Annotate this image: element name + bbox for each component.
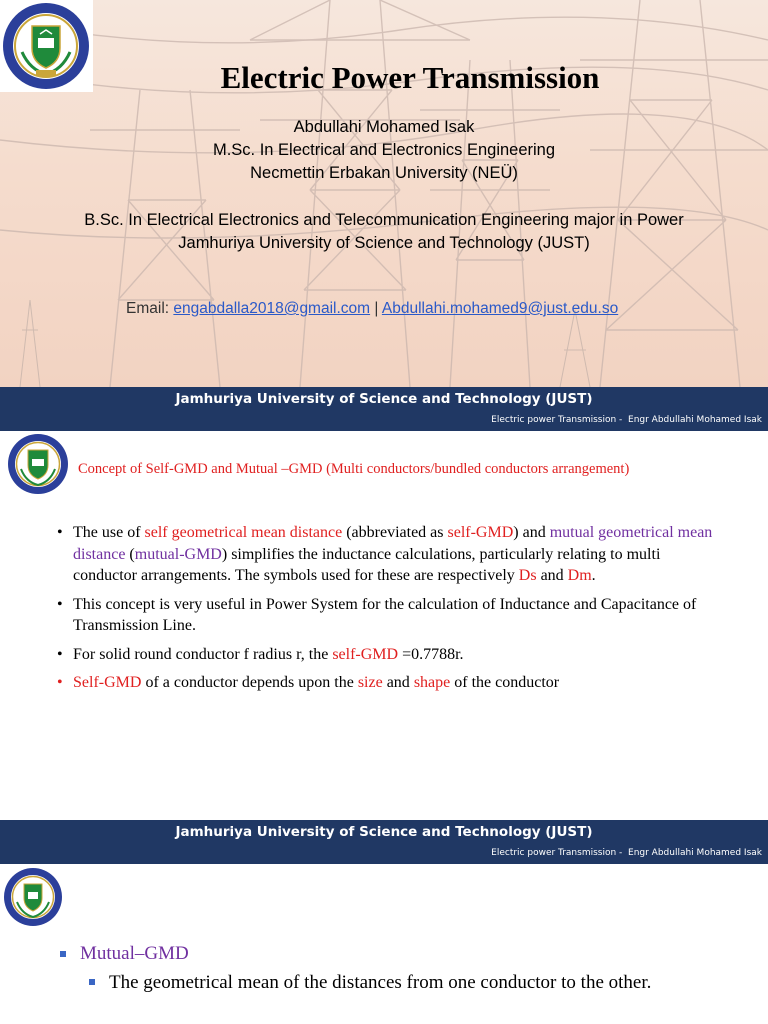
- list-item: • Self-GMD of a conductor depends upon the size and shape of the conductor: [57, 674, 560, 691]
- email-separator: |: [370, 300, 382, 317]
- list-item: • For solid round conductor f radius r, the self-GMD =0.7788r.: [57, 645, 464, 663]
- list-item: • The use of self geometrical mean distance (abbreviated as self-GMD) and mutual geometrical mean distance (mutual-GMD) simplifies the inductance calculations, particularly relating to multi conductor arrangements. The symbols used for these are respectively Ds and Dm.: [57, 524, 713, 584]
- header-bar: [0, 387, 768, 431]
- header-bar: [0, 820, 768, 864]
- bar-title: Jamhuriya University of Science and Technology (JUST): [175, 391, 593, 407]
- email-label: Email:: [126, 300, 174, 317]
- email-line: [126, 300, 618, 318]
- bar-subtitle: Electric power Transmission - Engr Abdullahi Mohamed Isak: [491, 848, 762, 858]
- square-bullet-icon: [60, 951, 66, 957]
- bar-subtitle: Electric power Transmission - Engr Abdullahi Mohamed Isak: [491, 415, 762, 425]
- bsc-university: Jamhuriya University of Science and Technology (JUST): [178, 234, 590, 252]
- slide-heading: Concept of Self-GMD and Mutual –GMD (Multi conductors/bundled conductors arrangement): [78, 461, 630, 477]
- bar-title: Jamhuriya University of Science and Technology (JUST): [175, 824, 593, 840]
- email-link-2[interactable]: Abdullahi.mohamed9@just.edu.so: [381, 300, 619, 317]
- university-logo-icon: [2, 865, 64, 929]
- transmission-towers-background: [0, 0, 768, 387]
- bsc-degree: B.Sc. In Electrical Electronics and Telecommunication Engineering major in Power: [84, 211, 684, 229]
- bullet-list: [57, 522, 717, 701]
- list-item: • This concept is very useful in Power System for the calculation of Inductance and Capacitance of Transmission Line.: [57, 595, 697, 634]
- list-item-mutual-gmd: Mutual–GMD: [80, 943, 189, 964]
- university-logo-icon: [2, 432, 74, 496]
- author-name: Abdullahi Mohamed Isak: [293, 118, 475, 136]
- presentation-title: Electric Power Transmission: [220, 60, 600, 95]
- msc-degree: M.Sc. In Electrical and Electronics Engineering: [212, 141, 556, 159]
- msc-university: Necmettin Erbakan University (NEÜ): [250, 164, 518, 182]
- square-bullet-icon: [89, 979, 95, 985]
- title-slide: [0, 0, 768, 387]
- email-link-1[interactable]: engabdalla2018@gmail.com: [173, 300, 371, 317]
- list-sub-item: The geometrical mean of the distances from one conductor to the other.: [109, 972, 652, 993]
